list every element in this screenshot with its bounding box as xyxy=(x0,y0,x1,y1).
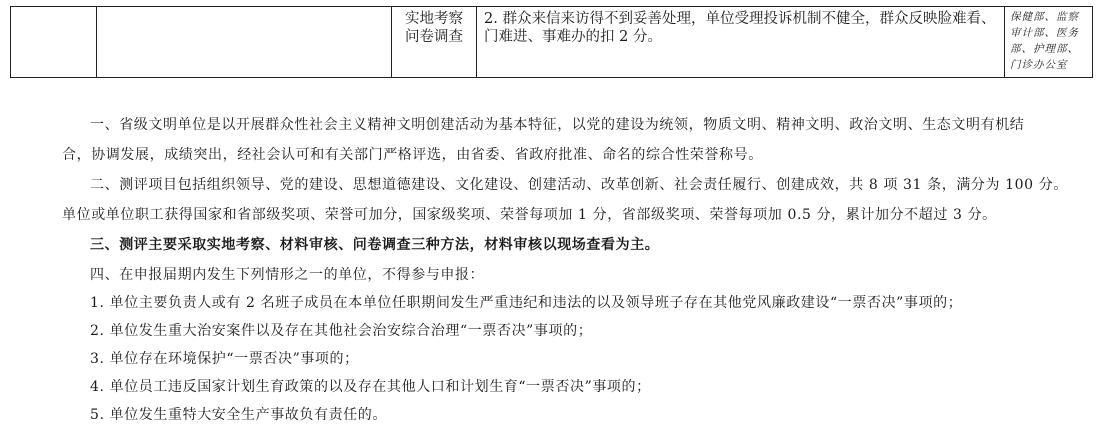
department-line: 部、护理部、 xyxy=(1010,43,1079,55)
item-line: 门难进、事难办的扣 2 分。 xyxy=(484,29,662,45)
evaluation-table xyxy=(10,6,1093,78)
method-line: 实地考察 xyxy=(405,11,463,27)
exclusion-item-1: 1. 单位主要负责人或有 2 名班子成员在本单位任职期间发生严重违纪和违法的以及领导班子存在其他党风廉政建设“一票否决”事项的； xyxy=(90,295,963,311)
department-line: 审计部、医务 xyxy=(1010,27,1079,39)
responsible-department-cell xyxy=(1005,7,1093,78)
deduction-item-cell xyxy=(477,7,1005,78)
evaluation-method-cell xyxy=(392,7,477,78)
table-row xyxy=(11,7,1093,78)
note-paragraph-2-line-1: 二、测评项目包括组织领导、党的建设、思想道德建设、文化建设、创建活动、改革创新、社会责任履行、创建成效，共 8 项 31 条，满分为 100 分。 xyxy=(90,177,1068,193)
blank-cell xyxy=(11,7,97,78)
exclusion-item-5: 5. 单位发生重特大安全生产事故负有责任的。 xyxy=(90,407,388,423)
note-paragraph-1-line-2: 合，协调发展，成绩突出，经社会认可和有关部门严格评选，由省委、省政府批准、命名的综合性荣誉称号。 xyxy=(62,147,763,163)
department-line: 保健部、监察 xyxy=(1010,11,1079,23)
note-paragraph-4: 四、在申报届期内发生下列情形之一的单位，不得参与申报： xyxy=(90,267,485,283)
item-line: 2. 群众来信来访得不到妥善处理，单位受理投诉机制不健全，群众反映脸难看、 xyxy=(484,11,996,27)
department-line: 门诊办公室 xyxy=(1010,59,1068,71)
note-paragraph-3: 三、测评主要采取实地考察、材料审核、问卷调查三种方法，材料审核以现场查看为主。 xyxy=(90,237,660,253)
exclusion-item-4: 4. 单位员工违反国家计划生育政策的以及存在其他人口和计划生育“一票否决”事项的； xyxy=(90,379,651,395)
note-paragraph-2-line-2: 单位或单位职工获得国家和省部级奖项、荣誉可加分，国家级奖项、荣誉每项加 1 分，省部级奖项、荣誉每项加 0.5 分，累计加分不超过 3 分。 xyxy=(62,207,997,223)
exclusion-item-3: 3. 单位存在环境保护“一票否决”事项的； xyxy=(90,351,359,367)
method-line: 问卷调查 xyxy=(405,29,463,45)
exclusion-item-2: 2. 单位发生重大治安案件以及存在其他社会治安综合治理“一票否决”事项的； xyxy=(90,323,593,339)
note-paragraph-1-line-1: 一、省级文明单位是以开展群众性社会主义精神文明创建活动为基本特征，以党的建设为统领，物质文明、精神文明、政治文明、生态文明有机结 xyxy=(90,117,1025,133)
blank-cell xyxy=(97,7,392,78)
